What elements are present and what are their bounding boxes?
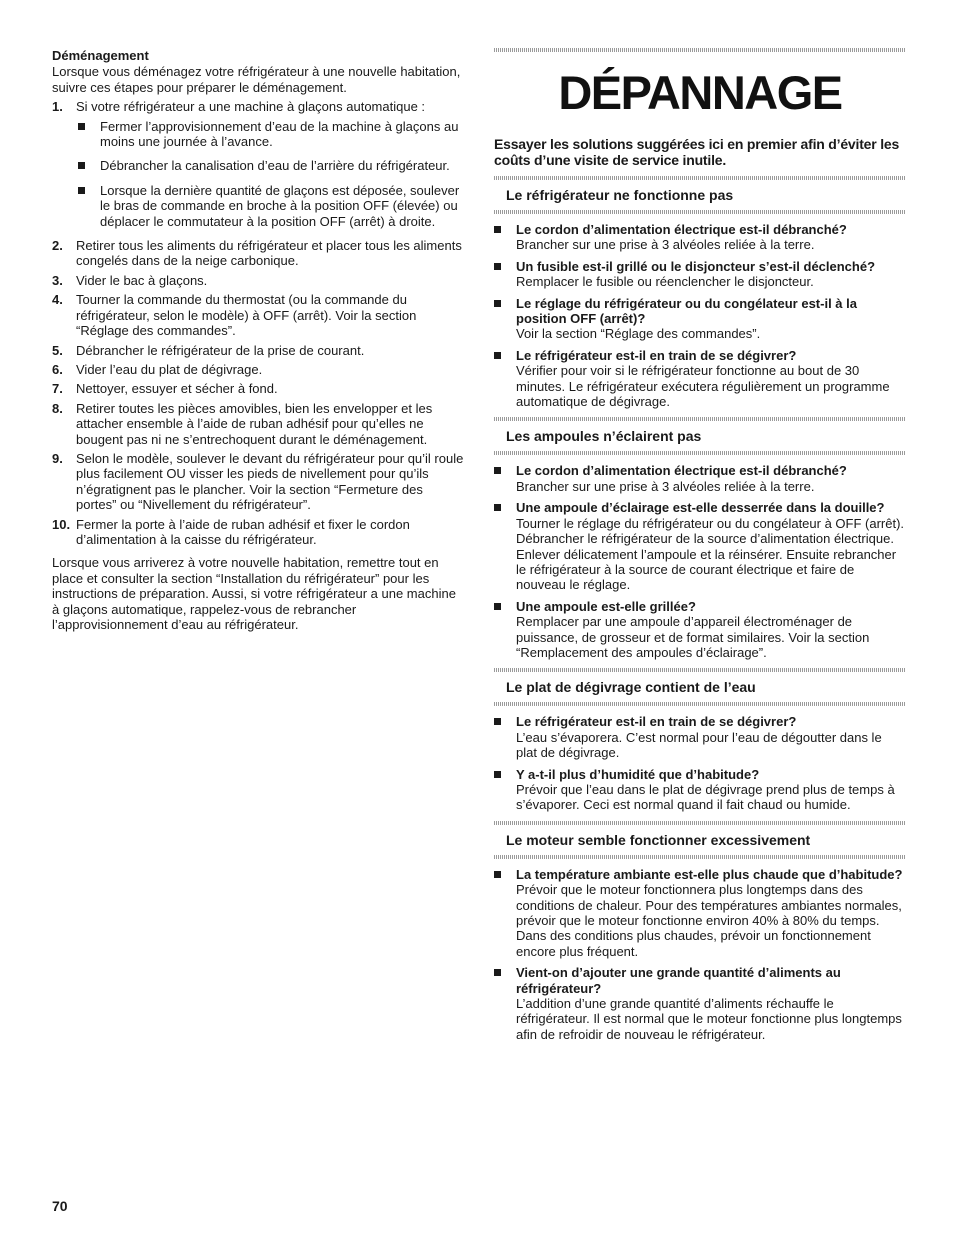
question: Le réglage du réfrigérateur ou du congélateur est-il à la position OFF (arrêt)? <box>516 295 857 327</box>
step-number: 4. <box>52 292 63 308</box>
moving-heading: Déménagement <box>52 48 149 63</box>
divider <box>494 451 906 455</box>
square-bullet-icon <box>494 771 501 778</box>
answer: L’addition d’une grande quantité d’aliments réchauffe le réfrigérateur. Il est normal que le moteur fonctionne plus longtemps afin de refroidir de nouveau le réfrigérateur. <box>516 996 902 1042</box>
question: Le réfrigérateur est-il en train de se dégivrer? <box>516 347 797 363</box>
section-title: Le réfrigérateur ne fonctionne pas <box>506 187 734 203</box>
step-number: 9. <box>52 450 63 466</box>
problem-item <box>494 348 906 410</box>
problem-item <box>494 965 906 1042</box>
answer: Remplacer par une ampoule d’appareil électroménager de puissance, de grosseur et de format similaires. Voir la section “Remplacement des ampoules d’éclairage”. <box>516 614 870 660</box>
square-bullet-icon <box>494 300 501 307</box>
question: Vient-on d’ajouter une grande quantité d’aliments au réfrigérateur? <box>516 965 841 996</box>
answer: Prévoir que le moteur fonctionnera plus longtemps dans des conditions de chaleur. Pour des températures ambiantes normales, prévoir que le moteur fonctionne environ 40% à 80% du temps. Dans des conditions plus chaudes, prévoir un fonctionnement encore plus fréquent. <box>516 882 902 959</box>
square-bullet-icon <box>494 504 501 511</box>
problem-list <box>494 222 906 409</box>
divider <box>494 855 906 859</box>
problem-item <box>494 599 906 661</box>
section-motor <box>494 821 906 1042</box>
divider <box>494 48 906 52</box>
step-number: 6. <box>52 361 63 377</box>
question: Le cordon d’alimentation électrique est-il débranché? <box>516 222 847 237</box>
question: La température ambiante est-elle plus chaude que d’habitude? <box>516 866 903 882</box>
step-text: Retirer tous les aliments du réfrigérateur et placer tous les aliments congelés dans de la neige carbonique. <box>76 238 462 269</box>
square-bullet-icon <box>494 603 501 610</box>
problem-item <box>494 259 906 290</box>
moving-step <box>52 343 464 358</box>
step-text: Retirer toutes les pièces amovibles, bien les envelopper et les attacher ensemble à l’aide de ruban adhésif pour qu’elles ne bougent pas ni ne s’entrechoquent durant le déménagement. <box>76 400 433 447</box>
moving-intro: Lorsque vous déménagez votre réfrigérateur à une nouvelle habitation, suivre ces étapes pour préparer le déménagement. <box>52 64 461 95</box>
problem-item <box>494 767 906 813</box>
answer: L’eau s’évaporera. C’est normal pour l’eau de dégoutter dans le plat de dégivrage. <box>516 729 882 761</box>
question: Le cordon d’alimentation électrique est-il débranché? <box>516 463 847 479</box>
section-defrost-pan <box>494 668 906 812</box>
moving-step <box>52 517 464 548</box>
moving-column <box>52 48 464 632</box>
answer: Brancher sur une prise à 3 alvéoles reliée à la terre. <box>516 478 815 494</box>
step-number: 7. <box>52 381 63 397</box>
square-bullet-icon <box>494 718 501 725</box>
step-text: Vider le bac à glaçons. <box>76 272 208 288</box>
question: Y a-t-il plus d’humidité que d’habitude? <box>516 766 760 782</box>
problem-list <box>494 867 906 1042</box>
answer: Brancher sur une prise à 3 alvéoles reliée à la terre. <box>516 237 815 253</box>
step-number: 5. <box>52 342 63 358</box>
ice-maker-bullets <box>76 119 464 229</box>
answer: Tourner le réglage du réfrigérateur ou du congélateur à OFF (arrêt). Débrancher le réfrigérateur de la source d’alimentation électrique. Enlever délicatement l’ampoule et la réinsérer. Ensuite rebrancher le réfrigérateur à la source de courant électrique et faire de nouveau le réglage. <box>516 515 905 593</box>
square-bullet-icon <box>78 123 85 130</box>
step-number: 10. <box>52 516 71 532</box>
moving-step <box>52 238 464 269</box>
problem-item <box>494 500 906 592</box>
problem-list <box>494 463 906 660</box>
question: Une ampoule est-elle grillée? <box>516 598 696 614</box>
problem-item <box>494 296 906 342</box>
square-bullet-icon <box>494 871 501 878</box>
problem-item <box>494 222 906 253</box>
bullet-text: Débrancher la canalisation d’eau de l’arrière du réfrigérateur. <box>100 158 450 174</box>
moving-step <box>52 451 464 513</box>
square-bullet-icon <box>494 226 501 233</box>
step-number: 8. <box>52 400 63 416</box>
square-bullet-icon <box>494 969 501 976</box>
step-text: Vider l’eau du plat de dégivrage. <box>76 361 263 377</box>
answer: Remplacer le fusible ou réenclencher le disjoncteur. <box>516 274 814 290</box>
bullet-item <box>76 119 464 150</box>
moving-step <box>52 381 464 396</box>
answer: Vérifier pour voir si le réfrigérateur fonctionne au bout de 30 minutes. Le réfrigérateur exécutera régulièrement un programme automatique de dégivrage. <box>516 363 890 410</box>
step-text: Si votre réfrigérateur a une machine à glaçons automatique : <box>76 99 426 115</box>
bullet-text: Fermer l’approvisionnement d’eau de la machine à glaçons au moins une journée à l’avance. <box>100 118 459 150</box>
question: Un fusible est-il grillé ou le disjoncteur s’est-il déclenché? <box>516 258 876 274</box>
answer: Prévoir que l’eau dans le plat de dégivrage prend plus de temps à s’évaporer. Ceci est normal quand il fait chaud ou humide. <box>516 781 895 813</box>
section-title: Le moteur semble fonctionner excessivement <box>506 831 811 848</box>
step-number: 2. <box>52 238 63 254</box>
step-number: 3. <box>52 272 63 288</box>
step-number: 1. <box>52 99 63 115</box>
answer: Voir la section “Réglage des commandes”. <box>516 326 761 342</box>
question: Une ampoule d’éclairage est-elle desserrée dans la douille? <box>516 500 885 516</box>
step-text: Selon le modèle, soulever le devant du réfrigérateur pour qu’il roule plus facilement OU visser les pieds de nivellement pour qu’ils n’égratignent pas le plancher. Voir la section “Fermeture des portes” ou “Nivellement du réfrigérateur”. <box>76 450 464 513</box>
moving-step <box>52 401 464 447</box>
section-not-running <box>494 176 906 409</box>
square-bullet-icon <box>494 352 501 359</box>
step-text: Débrancher le réfrigérateur de la prise de courant. <box>76 342 365 358</box>
problem-item <box>494 867 906 959</box>
square-bullet-icon <box>494 263 501 270</box>
question: Le réfrigérateur est-il en train de se dégivrer? <box>516 714 797 730</box>
problem-item <box>494 463 906 494</box>
square-bullet-icon <box>78 187 85 194</box>
problem-list <box>494 714 906 812</box>
moving-step <box>52 99 464 229</box>
section-lights <box>494 417 906 660</box>
step-text: Fermer la porte à l’aide de ruban adhésif et fixer le cordon d’alimentation à la caisse du réfrigérateur. <box>76 516 410 547</box>
bullet-text: Lorsque la dernière quantité de glaçons est déposée, soulever le bras de commande en broche à la position OFF (élevée) ou déplacer le commutateur à la position OFF (arrêt) à droite. <box>100 182 460 229</box>
problem-item <box>494 714 906 760</box>
bullet-item <box>76 158 464 173</box>
step-text: Tourner la commande du thermostat (ou la commande du réfrigérateur, selon le modèle) à OFF (arrêt). Voir la section “Réglage des commandes”. <box>76 292 417 339</box>
square-bullet-icon <box>494 467 501 474</box>
bullet-item <box>76 183 464 229</box>
section-title: Les ampoules n’éclairent pas <box>506 428 702 445</box>
troubleshooting-intro: Essayer les solutions suggérées ici en premier afin d’éviter les coûts d’une visite de service inutile. <box>494 136 900 168</box>
moving-step <box>52 292 464 338</box>
page-number: 70 <box>52 1198 68 1214</box>
moving-step <box>52 273 464 288</box>
moving-step <box>52 362 464 377</box>
page-title: DÉPANNAGE <box>558 66 842 119</box>
square-bullet-icon <box>78 162 85 169</box>
divider <box>494 210 906 214</box>
section-title: Le plat de dégivrage contient de l’eau <box>506 679 756 696</box>
step-text: Nettoyer, essuyer et sécher à fond. <box>76 381 278 397</box>
troubleshooting-column <box>494 48 906 1048</box>
moving-closing: Lorsque vous arriverez à votre nouvelle habitation, remettre tout en place et consulter la section “Installation du réfrigérateur” pour les instructions de préparation. Aussi, si votre réfrigérateur a une machine à glaçons automatique, rappelez-vous de rebrancher l’approvisionnement d’eau au réfrigérateur. <box>52 555 456 632</box>
divider <box>494 702 906 706</box>
moving-steps <box>52 99 464 547</box>
